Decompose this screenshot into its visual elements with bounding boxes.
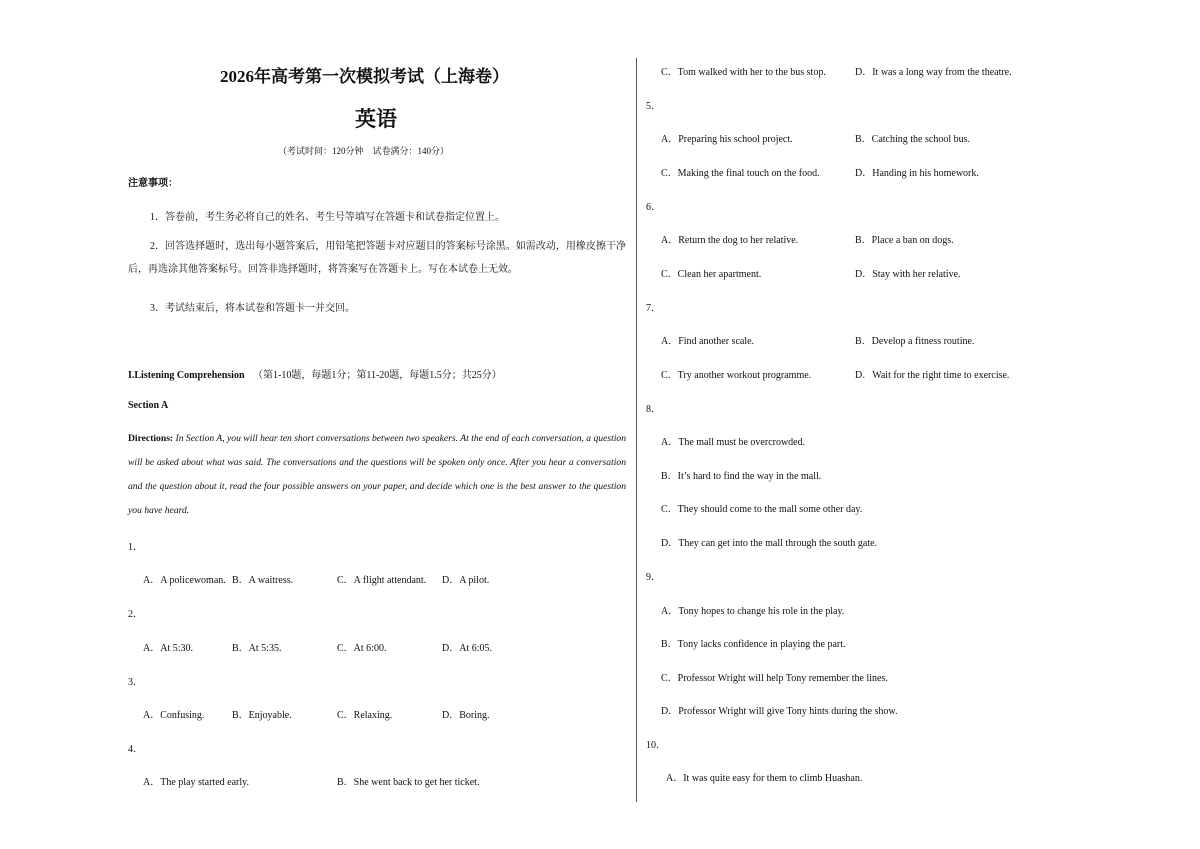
option: A．A policewoman. [143, 575, 226, 586]
option: C．A flight attendant. [337, 575, 427, 586]
section-subheading: Section A [128, 400, 169, 411]
question-number: 4． [128, 744, 143, 755]
option: D．A pilot. [442, 575, 490, 586]
option: D．Stay with her relative. [855, 269, 961, 280]
notes-heading: 注意事项： [128, 178, 178, 189]
directions-label: Directions: [128, 433, 174, 444]
option: C．Try another workout programme. [661, 370, 812, 381]
section-heading-row [128, 366, 502, 381]
option: D．It was a long way from the theatre. [855, 67, 1012, 78]
option: A．Find another scale. [661, 336, 755, 347]
question-number: 3． [128, 677, 143, 688]
section-scoring: （第1-10题，每题1分；第11-20题，每题1.5分；共25分） [253, 370, 502, 381]
exam-title: 2026年高考第一次模拟考试（上海卷） [220, 67, 509, 86]
option: A．Preparing his school project. [661, 134, 793, 145]
option: A．Return the dog to her relative. [661, 235, 799, 246]
question-number: 2． [128, 609, 143, 620]
note-item-2: 2．回答选择题时，选出每小题答案后，用铅笔把答题卡对应题目的答案标号涂黑。如需改动，用橡皮擦干净后，再选涂其他答案标号。回答非选择题时，将答案写在答题卡上。写在本试卷上无效。 [128, 241, 626, 275]
option: B．Develop a fitness routine. [855, 336, 975, 347]
question-number: 5． [646, 101, 661, 112]
option: D．Wait for the right time to exercise. [855, 370, 1010, 381]
option: C．Making the final touch on the food. [661, 168, 820, 179]
option: A．The play started early. [143, 777, 249, 788]
option: C．Professor Wright will help Tony remember the lines. [661, 673, 888, 684]
question-number: 10． [646, 740, 666, 751]
option: C．Clean her apartment. [661, 269, 762, 280]
question-number: 8． [646, 404, 661, 415]
option: D．At 6:05. [442, 643, 492, 654]
option: B．A waitress. [232, 575, 294, 586]
option: C．They should come to the mall some other day. [661, 504, 863, 515]
option: A．Confusing. [143, 710, 205, 721]
option: B．Catching the school bus. [855, 134, 970, 145]
option: B．Place a ban on dogs. [855, 235, 954, 246]
option: B．Tony lacks confidence in playing the part. [661, 639, 846, 650]
column-divider [636, 58, 637, 802]
option: D．They can get into the mall through the south gate. [661, 538, 878, 549]
option: A．At 5:30. [143, 643, 193, 654]
question-number: 1． [128, 542, 143, 553]
option: A．Tony hopes to change his role in the play. [661, 606, 845, 617]
directions-text: In Section A, you will hear ten short conversations between two speakers. At the end of each conversation, a question will be asked about what was said. The conversations and the questions will be spoken only once. After you hear a conversation and the question about it, read the four possible answers on your paper, and decide which one is the best answer to the question you have heard. [128, 433, 627, 516]
option: D．Handing in his homework. [855, 168, 979, 179]
directions [128, 427, 626, 523]
option: C．Relaxing. [337, 710, 393, 721]
option: C．At 6:00. [337, 643, 387, 654]
section-heading: I.Listening Comprehension [128, 370, 245, 381]
option: D．Boring. [442, 710, 490, 721]
question-number: 6． [646, 202, 661, 213]
option: C．Tom walked with her to the bus stop. [661, 67, 826, 78]
option: B．Enjoyable. [232, 710, 292, 721]
option: B．She went back to get her ticket. [337, 777, 480, 788]
option: D．Professor Wright will give Tony hints during the show. [661, 706, 898, 717]
option: B．It’s hard to find the way in the mall. [661, 471, 822, 482]
note-item-3: 3．考试结束后，将本试卷和答题卡一并交回。 [150, 303, 355, 314]
option: A．The mall must be overcrowded. [661, 437, 806, 448]
option: A．It was quite easy for them to climb Huashan. [666, 773, 863, 784]
exam-meta: （考试时间：120分钟 试卷满分：140分） [278, 146, 450, 156]
option: B．At 5:35. [232, 643, 282, 654]
note-item-1: 1．答卷前，考生务必将自己的姓名、考生号等填写在答题卡和试卷指定位置上。 [150, 212, 505, 223]
subject-title: 英语 [355, 107, 397, 131]
question-number: 9． [646, 572, 661, 583]
question-number: 7． [646, 303, 661, 314]
